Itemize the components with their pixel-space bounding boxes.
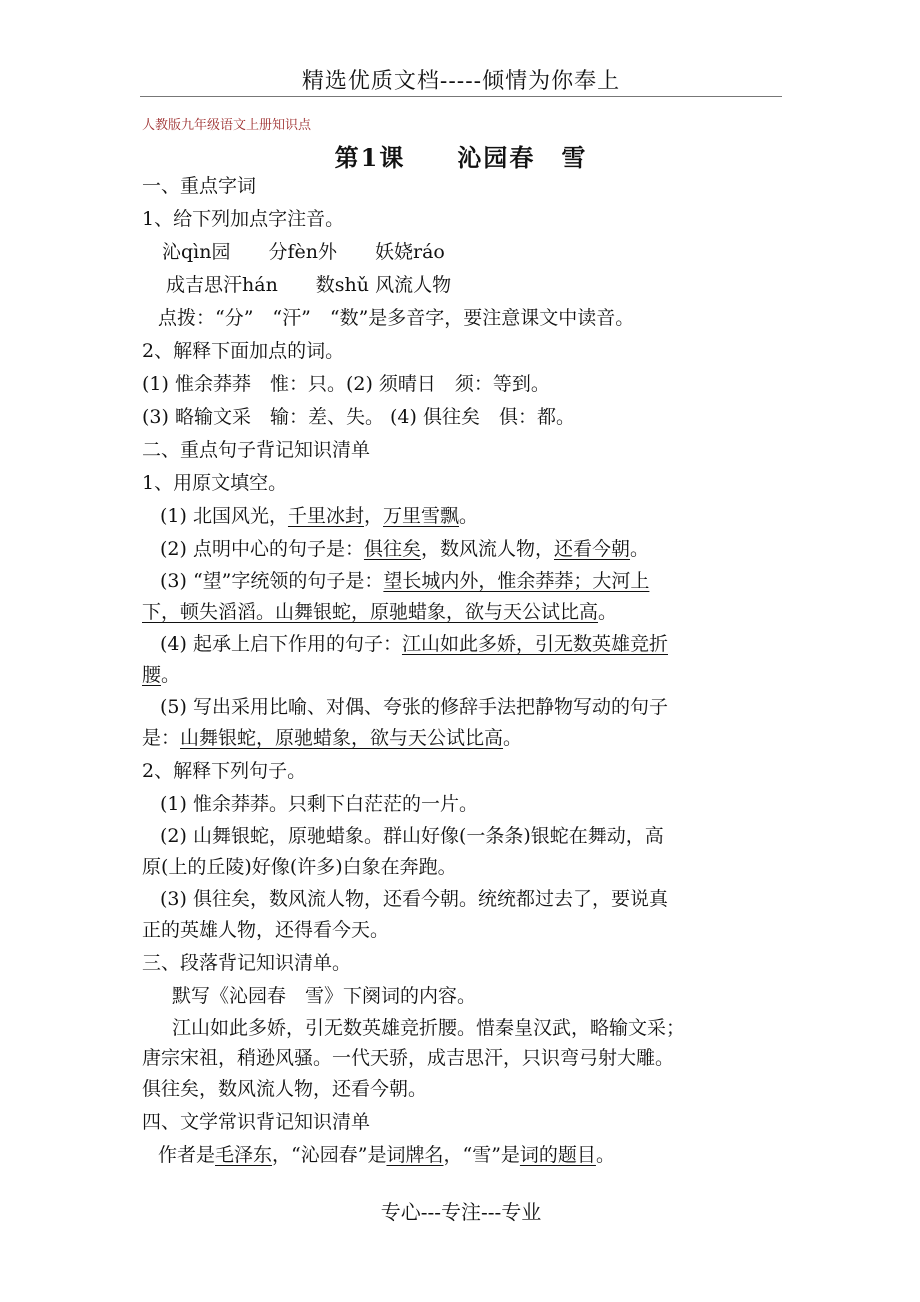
- answer: 千里冰封: [287, 505, 364, 527]
- pinyin-line: 成吉思汗hán 数shǔ 风流人物: [166, 274, 452, 296]
- item-prefix: 作者是: [158, 1144, 216, 1166]
- item-text: ，数风流人物，: [420, 538, 554, 560]
- document-subtitle: 人教版九年级语文上册知识点: [142, 118, 312, 133]
- answer: 毛泽东: [215, 1144, 273, 1166]
- item-text: 。: [459, 505, 479, 527]
- explanation-line: (2) 山舞银蛇，原驰蜡象。群山好像(一条条)银蛇在舞动，高: [160, 825, 664, 847]
- fill-blank-item: [142, 533, 782, 566]
- header-divider: [140, 96, 782, 97]
- fill-blank-continuation: [142, 659, 782, 692]
- answer: 江山如此多娇，引无数英雄竞折: [401, 633, 668, 655]
- item-text: 。: [598, 601, 618, 623]
- question: 默写《沁园春 雪》下阕词的内容。: [172, 985, 477, 1007]
- section-heading: 一、重点字词: [142, 175, 257, 197]
- item-prefix: (3) “望”字统领的句子是：: [160, 570, 384, 592]
- item-text: 。: [630, 538, 650, 560]
- answer: 万里雪飘: [383, 505, 460, 527]
- fill-blank-item: [142, 629, 782, 659]
- question: 1、给下列加点字注音。: [142, 208, 345, 230]
- section-heading: 二、重点句子背记知识清单: [142, 439, 371, 461]
- item-prefix: (2) 点明中心的句子是：: [160, 538, 364, 560]
- answer: 词牌名: [386, 1144, 444, 1166]
- item-text: 。: [161, 664, 181, 686]
- fill-blank-continuation: [142, 722, 782, 755]
- item-prefix: (4) 起承上启下作用的句子：: [160, 633, 402, 655]
- answer: 还看今朝: [554, 538, 631, 560]
- question: 2、解释下列句子。: [142, 760, 307, 782]
- literature-note: [142, 1139, 782, 1172]
- answer: 腰: [142, 664, 162, 686]
- page-footer: 专心---专注---专业: [380, 1200, 542, 1224]
- explanation-line: (1) 惟余莽莽。只剩下白茫茫的一片。: [160, 793, 478, 815]
- definition-line: (3) 略输文采 输：差、失。 (4) 俱往矣 俱：都。: [142, 406, 575, 428]
- poem-line: 俱往矣，数风流人物，还看今朝。: [142, 1078, 428, 1100]
- fill-blank-item: [142, 566, 782, 596]
- explanation-line: 原(上的丘陵)好像(许多)白象在奔跑。: [142, 856, 457, 878]
- poem-line: 唐宗宋祖，稍逊风骚。一代天骄，成吉思汗，只识弯弓射大雕。: [142, 1047, 675, 1069]
- section-heading: 四、文学常识背记知识清单: [142, 1111, 371, 1133]
- fill-blank-item: [142, 500, 782, 533]
- page-header: 精选优质文档-----倾情为你奉上: [301, 69, 621, 94]
- item-text: 。: [595, 1144, 615, 1166]
- item-text: ，“雪”是: [443, 1144, 520, 1166]
- question: 2、解释下面加点的词。: [142, 340, 345, 362]
- section-heading: 三、段落背记知识清单。: [142, 952, 352, 974]
- document-body: [142, 170, 782, 1172]
- explanation-line: 正的英雄人物，还得看今天。: [142, 919, 390, 941]
- fill-blank-item: (5) 写出采用比喻、对偶、夸张的修辞手法把静物写动的句子: [160, 696, 668, 718]
- answer: 望长城内外，惟余莽莽；大河上: [383, 570, 650, 592]
- tip-line: 点拨：“分” “汗” “数”是多音字，要注意课文中读音。: [158, 307, 635, 329]
- pinyin-line: 沁qìn园 分fèn外 妖娆ráo: [162, 241, 445, 263]
- answer: 下，顿失滔滔。山舞银蛇，原驰蜡象，欲与天公试比高: [142, 601, 599, 623]
- poem-line: 江山如此多娇，引无数英雄竞折腰。惜秦皇汉武，略输文采；: [172, 1017, 686, 1039]
- answer: 山舞银蛇，原驰蜡象，欲与天公试比高: [180, 727, 504, 749]
- lesson-title: 第1课 沁园春 雪: [334, 143, 588, 172]
- question: 1、用原文填空。: [142, 472, 288, 494]
- item-text: 。: [503, 727, 523, 749]
- answer: 俱往矣: [363, 538, 421, 560]
- fill-blank-continuation: [142, 596, 782, 629]
- item-prefix: (1) 北国风光，: [160, 505, 288, 527]
- explanation-line: (3) 俱往矣，数风流人物，还看今朝。统统都过去了，要说真: [160, 888, 668, 910]
- answer: 词的题目: [519, 1144, 596, 1166]
- definition-line: (1) 惟余莽莽 惟：只。(2) 须晴日 须：等到。: [142, 373, 550, 395]
- item-text: ，: [363, 505, 383, 527]
- item-text: ，“沁园春”是: [272, 1144, 387, 1166]
- item-prefix: 是：: [142, 727, 181, 749]
